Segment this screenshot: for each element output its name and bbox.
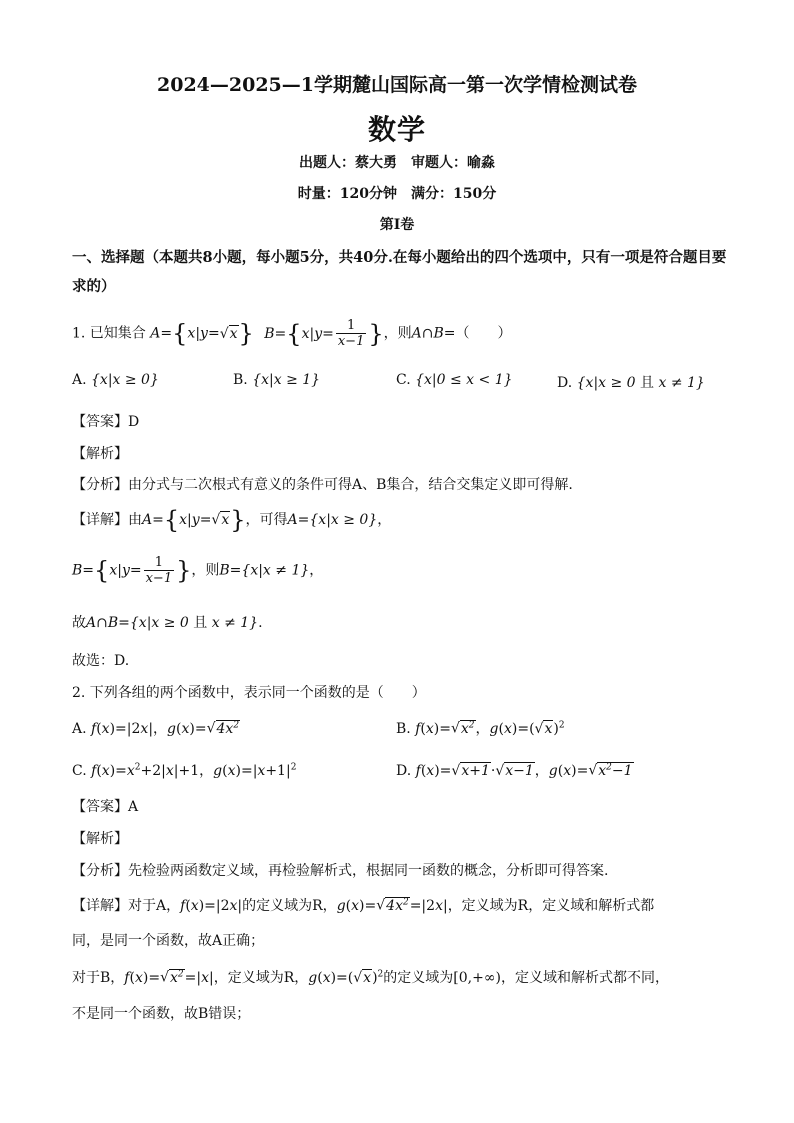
q1-set-b: B={x|y= $\frac{1}{x-1}$ } (264, 318, 384, 349)
q1-fenxi: 【分析】由分式与二次根式有意义的条件可得A、B集合，结合交集定义即可得解. (72, 477, 573, 493)
q2-option-c: C. $f(x)=x^2+2|x|+1$，$g(x)=|x+1|^2$ (72, 762, 297, 779)
q2-detail-a: 【详解】对于A，f(x)=|2x|的定义域为R，$g(x)=√4x^2=|2x|$，定义域为R，定义域和解析式都 (72, 897, 655, 914)
q2-detail-a-cont: 同，是同一个函数，故A正确； (72, 933, 265, 949)
q1-stem: 1. 已知集合 A={x|y=√x} B={x|y= $\frac{1}{x-1}$ }，则A∩B=（ ） (72, 318, 512, 349)
q1-stem-suffix: ，则 (383, 325, 412, 342)
q2-answer: 【答案】A (72, 799, 139, 815)
q2-detail-b: 对于B，$f(x)=√x^2=|x|$，定义域为R，$g(x)=(√x)^2$的定义域为[0,+∞)，定义域和解析式都不同， (72, 969, 669, 986)
q1-detail-2: B={x|y= $\frac{1}{x-1}$ }，则B={x|x ≠ 1}， (72, 555, 324, 586)
q1-option-d: D. {x|x ≥ 0 且 x ≠ 1} (557, 375, 705, 391)
q1-option-c: C. {x|0 ≤ x < 1} (396, 372, 513, 388)
volume-label: 第I卷 (379, 217, 415, 233)
q2-fenxi: 【分析】先检验两函数定义域，再检验解析式，根据同一函数的概念，分析即可得答案. (72, 863, 609, 879)
q1-conclusion: 故A∩B={x|x ≥ 0 且 x ≠ 1}. (72, 615, 263, 631)
q2-option-d: D. f(x)=√x+1·√x−1，$g(x)=√x^2-1$ (396, 762, 633, 779)
section-heading: 一、选择题（本题共8小题，每小题5分，共40分.在每小题给出的四个选项中，只有一项是符合题目要求的） (72, 249, 727, 295)
q2-detail-b-cont: 不是同一个函数，故B错误； (72, 1006, 251, 1022)
authors-line: 出题人：蔡大勇 审题人：喻淼 (299, 155, 495, 171)
q1-option-b: B. {x|x ≥ 1} (233, 372, 321, 388)
q2-option-b: B. $f(x)=√x^2$，$g(x)=(√x)^2$ (396, 720, 565, 737)
q2-option-a: A. f(x)=|2x|，$g(x)=√4x^2$ (72, 720, 240, 737)
exam-title: 2024—2025—1学期麓山国际高一第一次学情检测试卷 (157, 74, 637, 96)
subject-title: 数学 (367, 113, 426, 146)
q1-set-a: A (150, 325, 161, 342)
q2-analysis-label: 【解析】 (72, 831, 128, 847)
time-score-line: 时量：120分钟 满分：150分 (297, 186, 497, 202)
q1-choose: 故选：D. (72, 653, 130, 669)
q1-answer: 【答案】D (72, 414, 140, 430)
q1-analysis-label: 【解析】 (72, 446, 128, 462)
q1-detail-1: 【详解】由A={x|y=√x}，可得A={x|x ≥ 0}， (72, 506, 392, 534)
q1-stem-end: （ ） (455, 325, 512, 342)
q1-option-a: A. {x|x ≥ 0} (72, 372, 159, 388)
q2-stem: 2. 下列各组的两个函数中，表示同一个函数的是（ ） (72, 685, 426, 701)
q1-stem-prefix: 1. 已知集合 (72, 325, 146, 342)
